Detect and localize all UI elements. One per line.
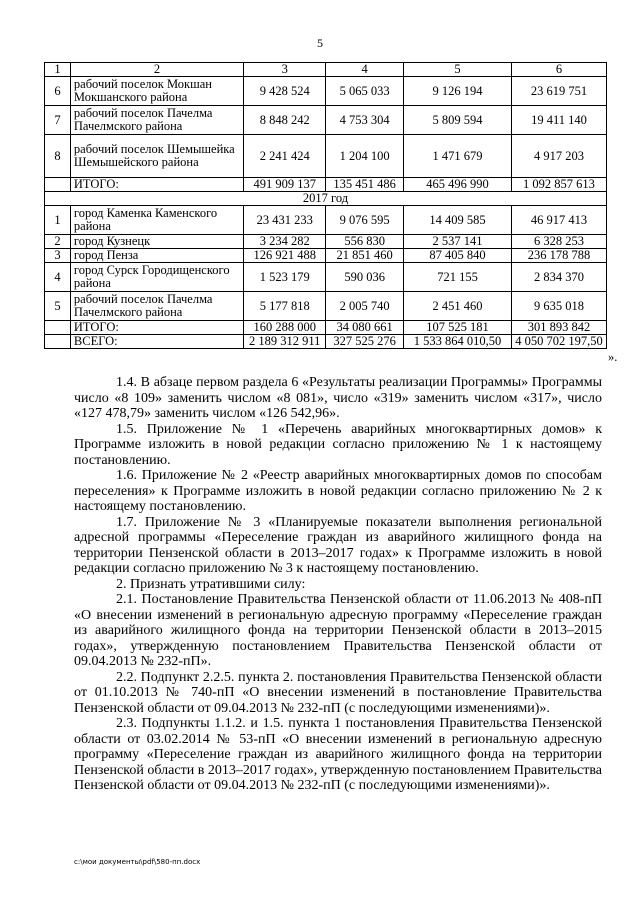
value-cell: 9 126 194 — [404, 77, 512, 106]
value-cell: 1 523 179 — [244, 263, 326, 292]
locality-name: город Пенза — [70, 249, 243, 263]
locality-name: рабочий поселок Шемышейка Шемышейского района — [70, 135, 243, 178]
paragraph: 1.5. Приложение № 1 «Перечень аварийных многоквартирных домов» к Программе изложить в новой редакции согласно приложению № 1 к настоящему постановлению. — [74, 421, 602, 468]
value-cell: 556 830 — [326, 235, 404, 249]
locality-name: рабочий поселок Мокшан Мокшанского района — [70, 77, 243, 106]
total-label: ИТОГО: — [70, 321, 243, 335]
locality-name: рабочий поселок Пачелма Пачелмского района — [70, 106, 243, 135]
document-body — [74, 375, 602, 794]
year-label: 2017 год — [45, 192, 607, 206]
row-number: 8 — [45, 135, 71, 178]
paragraph: 2.1. Постановление Правительства Пензенской области от 11.06.2013 № 408-пП «О внесении изменений в региональную адресную программу «Переселение граждан из аварийного жилищного фонда на территории Пензенской области в 2013–2015 годах», утвержденную постановлением Правительства Пензенской области от 09.04.2013 № 232-пП». — [74, 592, 602, 669]
locality-name: город Каменка Каменского района — [70, 206, 243, 235]
value-cell: 1 204 100 — [326, 135, 404, 178]
header-cell: 5 — [404, 63, 512, 77]
table-row — [45, 135, 607, 178]
value-cell: 2 005 740 — [326, 292, 404, 321]
value-cell: 2 537 141 — [404, 235, 512, 249]
table-row — [45, 77, 607, 106]
value-cell: 23 619 751 — [511, 77, 606, 106]
total-value: 491 909 137 — [244, 178, 326, 192]
grand-total-value: 1 533 864 010,50 — [404, 335, 512, 349]
value-cell: 6 328 253 — [511, 235, 606, 249]
grand-total-value: 4 050 702 197,50 — [511, 335, 606, 349]
row-number: 2 — [45, 235, 71, 249]
locality-name: город Сурск Городищенского района — [70, 263, 243, 292]
total-row — [45, 178, 607, 192]
row-number: 7 — [45, 106, 71, 135]
total-value: 160 288 000 — [244, 321, 326, 335]
paragraph: 1.4. В абзаце первом раздела 6 «Результаты реализации Программы» Программы число «8 109» заменить числом «8 081», число «319» заменить числом «317», число «127 478,79» заменить числом «126 542,96». — [74, 375, 602, 421]
budget-table — [44, 62, 607, 349]
value-cell: 4 753 304 — [326, 106, 404, 135]
value-cell: 5 177 818 — [244, 292, 326, 321]
total-value: 34 080 661 — [326, 321, 404, 335]
value-cell: 126 921 488 — [244, 249, 326, 263]
table-row — [45, 206, 607, 235]
value-cell: 14 409 585 — [404, 206, 512, 235]
total-value: 301 893 842 — [511, 321, 606, 335]
grand-total-value: 2 189 312 911 — [244, 335, 326, 349]
value-cell: 590 036 — [326, 263, 404, 292]
value-cell: 9 076 595 — [326, 206, 404, 235]
value-cell: 2 451 460 — [404, 292, 512, 321]
grand-total-row — [45, 335, 607, 349]
header-cell: 3 — [244, 63, 326, 77]
value-cell: 8 848 242 — [244, 106, 326, 135]
value-cell: 9 428 524 — [244, 77, 326, 106]
value-cell: 2 834 370 — [511, 263, 606, 292]
table-row — [45, 235, 607, 249]
value-cell: 9 635 018 — [511, 292, 606, 321]
grand-total-value: 327 525 276 — [326, 335, 404, 349]
value-cell: 5 065 033 — [326, 77, 404, 106]
table-row — [45, 292, 607, 321]
value-cell: 87 405 840 — [404, 249, 512, 263]
locality-name: рабочий поселок Пачелма Пачелмского района — [70, 292, 243, 321]
empty-cell — [45, 321, 71, 335]
value-cell: 3 234 282 — [244, 235, 326, 249]
header-cell: 6 — [511, 63, 606, 77]
row-number: 6 — [45, 77, 71, 106]
total-value: 107 525 181 — [404, 321, 512, 335]
total-label: ИТОГО: — [70, 178, 243, 192]
empty-cell — [45, 178, 71, 192]
header-cell: 4 — [326, 63, 404, 77]
empty-cell — [45, 335, 71, 349]
value-cell: 2 241 424 — [244, 135, 326, 178]
total-row — [45, 321, 607, 335]
table-header-row — [45, 63, 607, 77]
row-number: 5 — [45, 292, 71, 321]
paragraph: 1.7. Приложение № 3 «Планируемые показатели выполнения региональной адресной программы «Переселение граждан из аварийного жилищного фонда на территории Пензенской области в 2013–2017 годах» к Программе изложить в новой редакции согласно приложению № 3 к настоящему постановлению. — [74, 514, 602, 576]
page-number: 5 — [317, 36, 323, 50]
total-value: 135 451 486 — [326, 178, 404, 192]
paragraph: 2. Признать утратившими силу: — [116, 576, 306, 592]
closing-quote: ». — [608, 350, 618, 364]
table-row — [45, 106, 607, 135]
year-row — [45, 192, 607, 206]
value-cell: 4 917 203 — [511, 135, 606, 178]
table-row — [45, 263, 607, 292]
header-cell: 2 — [70, 63, 243, 77]
value-cell: 5 809 594 — [404, 106, 512, 135]
paragraph: 2.3. Подпункты 1.1.2. и 1.5. пункта 1 постановления Правительства Пензенской области от 03.02.2014 № 53-пП «О внесении изменений в региональную адресную программу «Переселение граждан из аварийного жилищного фонда на территории Пензенской области в 2013–2017 годах», утвержденную постановлением Правительства Пензенской области от 09.04.2013 № 232-пП (с последующими изменениями)». — [74, 716, 602, 793]
table-row — [45, 249, 607, 263]
locality-name: город Кузнецк — [70, 235, 243, 249]
row-number: 1 — [45, 206, 71, 235]
grand-total-label: ВСЕГО: — [70, 335, 243, 349]
header-cell: 1 — [45, 63, 71, 77]
paragraph: 2.2. Подпункт 2.2.5. пункта 2. постановления Правительства Пензенской области от 01.10.2013 № 740-пП «О внесении изменений в постановление Правительства Пензенской области от 09.04.2013 № 232-пП (с последующими изменениями)». — [74, 669, 602, 716]
value-cell: 23 431 233 — [244, 206, 326, 235]
total-value: 1 092 857 613 — [511, 178, 606, 192]
value-cell: 721 155 — [404, 263, 512, 292]
value-cell: 1 471 679 — [404, 135, 512, 178]
total-value: 465 496 990 — [404, 178, 512, 192]
footer-file-path: c:\мои документы\pdf\580-пп.docx — [74, 858, 201, 866]
paragraph: 1.6. Приложение № 2 «Реестр аварийных многоквартирных домов по способам переселения» к Программе изложить в новой редакции согласно приложению № 2 к настоящему постановлению. — [74, 468, 602, 514]
value-cell: 46 917 413 — [511, 206, 606, 235]
value-cell: 21 851 460 — [326, 249, 404, 263]
value-cell: 236 178 788 — [511, 249, 606, 263]
row-number: 3 — [45, 249, 71, 263]
row-number: 4 — [45, 263, 71, 292]
value-cell: 19 411 140 — [511, 106, 606, 135]
